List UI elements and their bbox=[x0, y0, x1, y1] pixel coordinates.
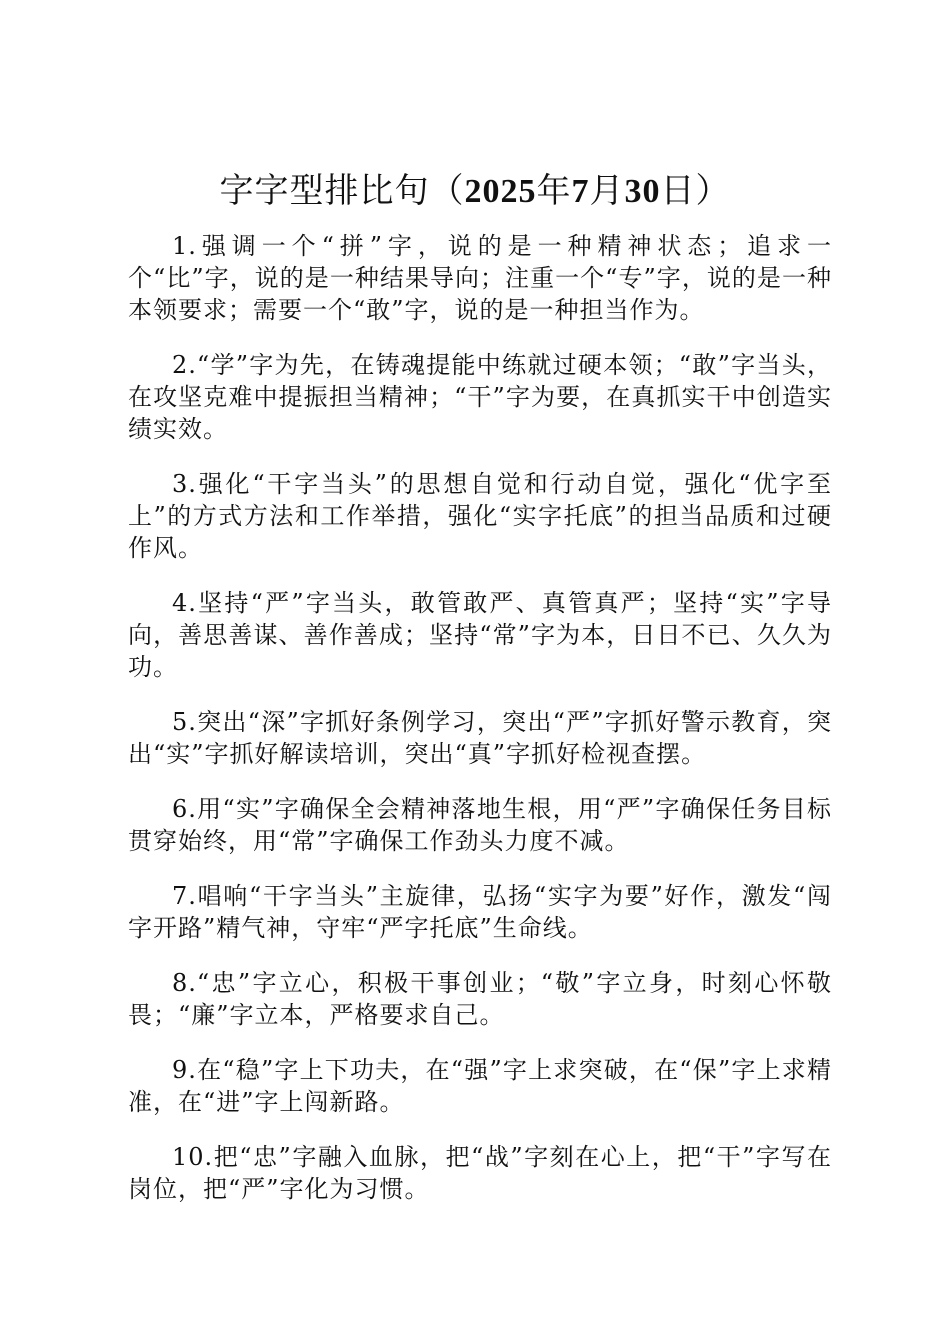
paragraph-1: 1.强调一个“拼”字，说的是一种精神状态；追求一个“比”字，说的是一种结果导向；注重一个“专”字，说的是一种本领要求；需要一个“敢”字，说的是一种担当作为。 bbox=[128, 232, 832, 324]
paragraph-10: 10.把“忠”字融入血脉，把“战”字刻在心上，把“干”字写在岗位，把“严”字化为习惯。 bbox=[128, 1143, 832, 1203]
paragraph-8: 8.“忠”字立心，积极干事创业；“敬”字立身，时刻心怀敬畏；“廉”字立本，严格要求自己。 bbox=[128, 969, 832, 1029]
title-month: 7 bbox=[571, 173, 590, 210]
paragraph-3: 3.强化“干字当头”的思想自觉和行动自觉，强化“优字至上”的方式方法和工作举措，强化“实字托底”的担当品质和过硬作风。 bbox=[128, 470, 832, 562]
paragraph-4: 4.坚持“严”字当头，敢管敢严、真管真严；坚持“实”字导向，善思善谋、善作善成；坚持“常”字为本，日日不已、久久为功。 bbox=[128, 589, 832, 681]
title-month-char: 月 bbox=[589, 171, 625, 211]
paragraph-2: 2.“学”字为先，在铸魂提能中练就过硬本领；“敢”字当头，在攻坚克难中提振担当精神；“干”字为要，在真抓实干中创造实绩实效。 bbox=[128, 351, 832, 443]
paragraph-9: 9.在“稳”字上下功夫，在“强”字上求突破，在“保”字上求精准，在“进”字上闯新路。 bbox=[128, 1056, 832, 1116]
title-suffix: 日） bbox=[660, 171, 731, 211]
paragraph-7: 7.唱响“干字当头”主旋律，弘扬“实字为要”好作，激发“闯字开路”精气神，守牢“严字托底”生命线。 bbox=[128, 882, 832, 942]
paragraph-5: 5.突出“深”字抓好条例学习，突出“严”字抓好警示教育，突出“实”字抓好解读培训，突出“真”字抓好检视查摆。 bbox=[128, 708, 832, 768]
document-body bbox=[128, 230, 832, 1228]
document-title bbox=[0, 168, 950, 215]
title-year: 2025 bbox=[464, 173, 537, 210]
title-prefix: 字字型排比句（ bbox=[219, 171, 465, 211]
title-day: 30 bbox=[624, 173, 661, 210]
title-year-char: 年 bbox=[536, 171, 572, 211]
paragraph-6: 6.用“实”字确保全会精神落地生根，用“严”字确保任务目标贯穿始终，用“常”字确保工作劲头力度不减。 bbox=[128, 795, 832, 855]
